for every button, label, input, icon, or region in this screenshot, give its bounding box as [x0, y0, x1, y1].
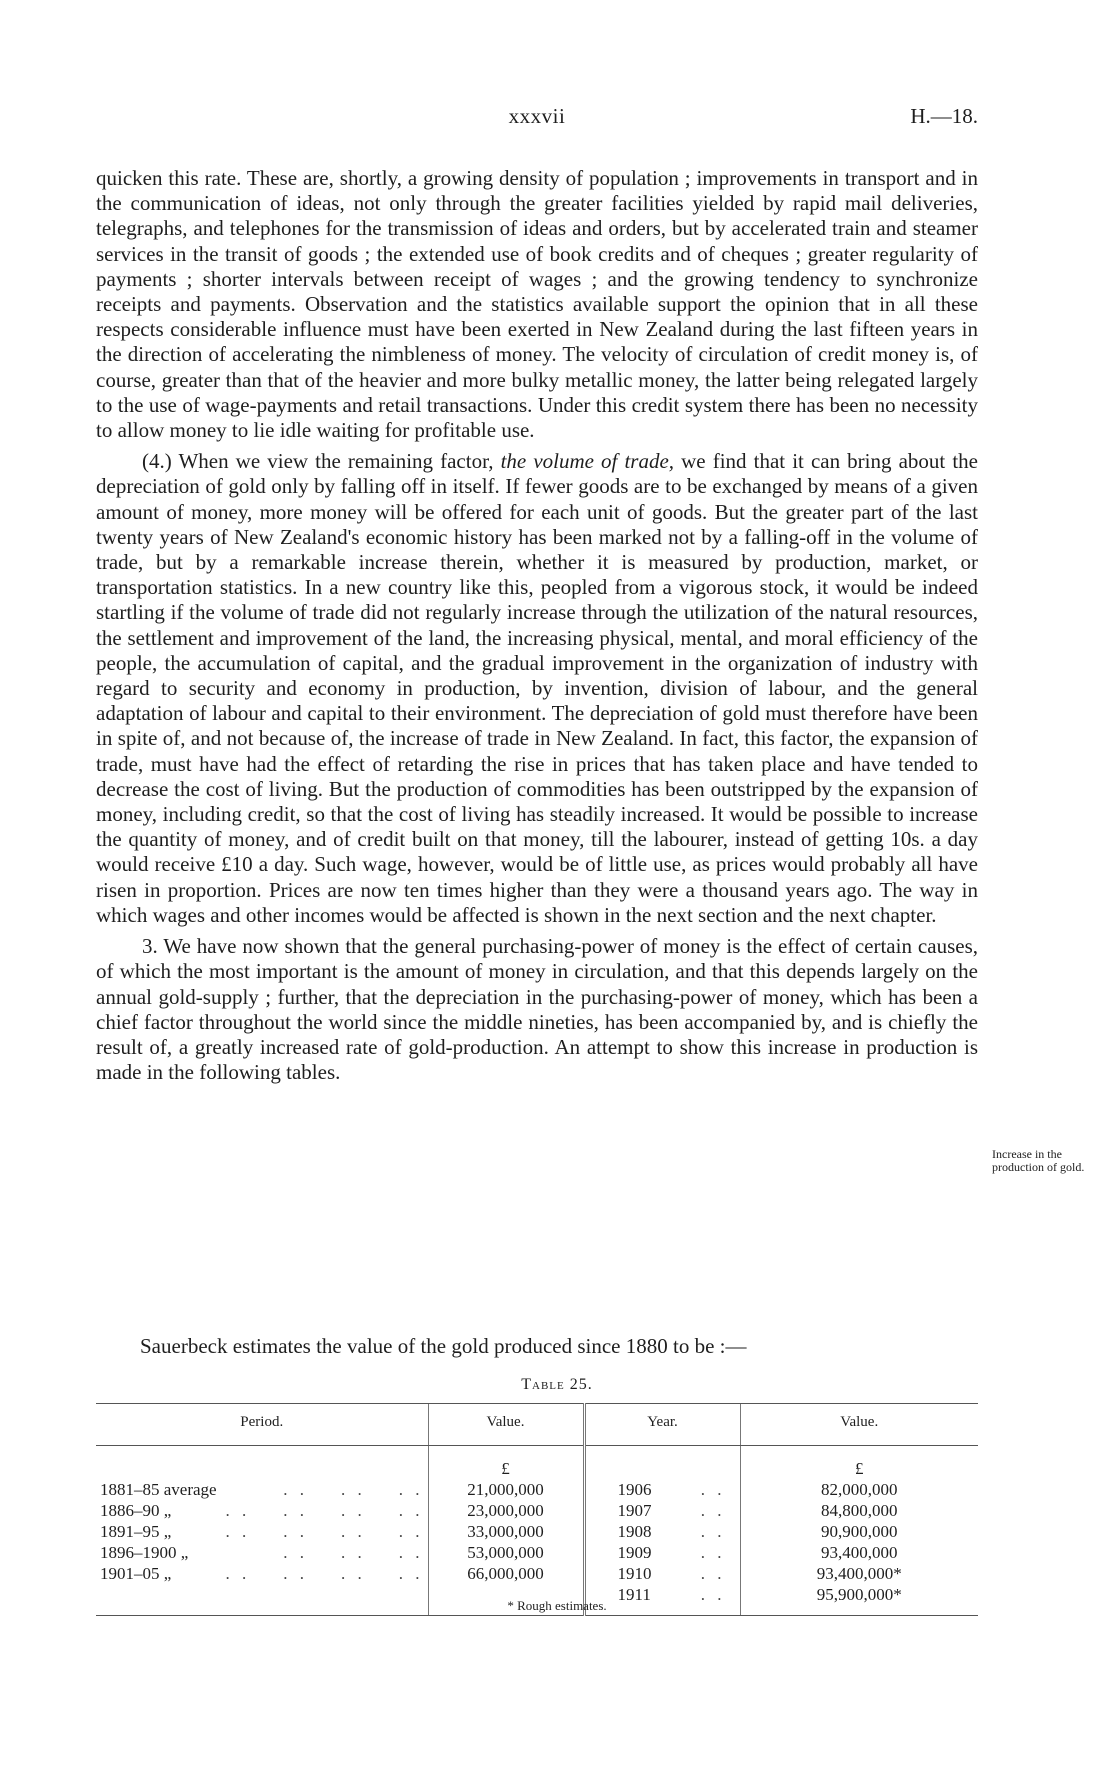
paragraph-volume-of-trade	[96, 449, 978, 928]
leader-dots-year: . .	[700, 1563, 726, 1583]
period-cell: 1891–95 „	[100, 1521, 172, 1541]
leader-dots: . . . . . . . .	[225, 1521, 424, 1541]
table-row	[96, 1563, 978, 1584]
leader-dots: . . . . . .	[283, 1479, 424, 1499]
value-cell-2: 84,800,000	[740, 1500, 978, 1521]
gold-value-table	[96, 1403, 978, 1616]
paragraph-volume-start: (4.) When we view the remaining factor,	[142, 449, 494, 474]
emphasis-volume-of-trade: the volume of trade,	[500, 449, 675, 474]
table-row	[96, 1479, 978, 1500]
header-value-2: Value.	[740, 1404, 978, 1446]
body-text	[96, 166, 978, 1085]
value-cell: 21,000,000	[428, 1479, 584, 1500]
margin-note: Increase in the production of gold.	[992, 1147, 1085, 1174]
table-row	[96, 1521, 978, 1542]
header-value: Value.	[428, 1404, 584, 1446]
period-cell: 1901–05 „	[100, 1563, 172, 1583]
leader-dots: . . . . . . . .	[225, 1563, 424, 1583]
leader-dots-year: . .	[700, 1521, 726, 1541]
period-cell: 1886–90 „	[100, 1500, 172, 1520]
value-cell: 66,000,000	[428, 1563, 584, 1584]
table-intro: Sauerbeck estimates the value of the gold produced since 1880 to be :—	[140, 1334, 747, 1358]
value-cell: 23,000,000	[428, 1500, 584, 1521]
leader-dots-year: . .	[700, 1542, 726, 1562]
leader-dots: . . . . . .	[283, 1542, 424, 1562]
page-number: xxxvii	[508, 104, 566, 128]
year-cell: 1909	[617, 1542, 652, 1562]
table-header-row	[96, 1404, 978, 1446]
leader-dots-year: . .	[700, 1479, 726, 1499]
table-row	[96, 1500, 978, 1521]
table-title: Table 25.	[521, 1376, 593, 1393]
value-cell-2: 93,400,000*	[740, 1563, 978, 1584]
year-cell: 1911	[617, 1584, 651, 1604]
page-header	[96, 104, 978, 138]
document-id: H.—18.	[910, 104, 978, 128]
table-row	[96, 1542, 978, 1563]
year-cell: 1910	[617, 1563, 652, 1583]
units-row	[96, 1446, 978, 1480]
unit-pound-2: £	[740, 1446, 978, 1480]
value-cell-2: 82,000,000	[740, 1479, 978, 1500]
header-period: Period.	[96, 1404, 428, 1446]
value-cell: 33,000,000	[428, 1521, 584, 1542]
paragraph-gold-production: 3. We have now shown that the general purchasing-power of money is the effect of certain causes, of which the most important is the amount of money in circulation, and that this depends largely on the annual gold-supply ; further, that the depreciation in the purchasing-power of money, which has been a chief factor throughout the world since the middle nineties, has been accompanied by, and is chiefly the result of, a greatly increased rate of gold-production. An attempt to show this increase in production is made in the following tables.	[96, 934, 978, 1085]
value-cell-2: 95,900,000*	[740, 1584, 978, 1616]
leader-dots: . . . . . . . .	[225, 1500, 424, 1520]
leader-dots-year: . .	[700, 1584, 726, 1604]
paragraph-velocity: quicken this rate. These are, shortly, a growing density of population ; improvements in transport and in the communication of ideas, not only through the greater facilities yielded by rapid mail deliveries, telegraphs, and telephones for the transmission of ideas and orders, but by accelerated train and steamer services in the transit of goods ; the extended use of book credits and of cheques ; greater regularity of payments ; shorter intervals between receipt of wages ; and the growing tendency to synchronize receipts and payments. Observation and the statistics available support the opinion that in all these respects considerable influence must have been exerted in New Zealand during the last fifteen years in the direction of accelerating the nimbleness of money. The velocity of circulation of credit money is, of course, greater than that of the heavier and more bulky metallic money, the latter being relegated largely to the use of wage-payments and retail transactions. Under this credit system there has been no necessity to allow money to lie idle waiting for profitable use.	[96, 166, 978, 443]
value-cell: 53,000,000	[428, 1542, 584, 1563]
period-cell: 1896–1900 „	[100, 1542, 189, 1562]
value-cell-2: 93,400,000	[740, 1542, 978, 1563]
leader-dots-year: . .	[700, 1500, 726, 1520]
year-cell: 1908	[617, 1521, 652, 1541]
paragraph-volume-rest: we find that it can bring about the depreciation of gold only by falling off in itself. If fewer goods are to be exchanged by means of a given amount of money, more money will be offered for each unit of goods. But the greater part of the last twenty years of New Zealand's economic history has been marked not by a falling-off in the volume of trade, but by a remarkable increase therein, whether it is measured by production, market, or transportation statistics. In a new country like this, peopled from a vigorous stock, it would be indeed startling if the volume of trade did not regularly increase through the utilization of the natural resources, the settlement and improvement of the land, the increasing physical, mental, and moral efficiency of the people, the accumulation of capital, and the gradual improvement in the organization of industry with regard to security and economy in production, by invention, division of labour, and the general adaptation of labour and capital to their environment. The depreciation of gold must therefore have been in spite of, and not because of, the increase of trade in New Zealand. In fact, this factor, the expansion of trade, must have had the effect of retarding the rise in prices that has taken place and have tended to decrease the cost of living. But the production of commodities has been outstripped by the expansion of money, including credit, so that the cost of living has steadily increased. It would be possible to increase the quantity of money, and of credit built on that money, till the labourer, instead of getting 10s. a day would receive £10 a day. Such wage, however, would be of little use, as prices would probably all have risen in proportion. Prices are now ten times higher than they were a thousand years ago. The way in which wages and other incomes would be affected is shown in the next section and the next chapter.	[96, 449, 978, 927]
period-cell: 1881–85 average	[100, 1479, 217, 1499]
unit-pound: £	[428, 1446, 584, 1480]
year-cell: 1906	[617, 1479, 652, 1499]
table-footnote: * Rough estimates.	[507, 1598, 607, 1613]
year-cell: 1907	[617, 1500, 652, 1520]
value-cell-2: 90,900,000	[740, 1521, 978, 1542]
header-year: Year.	[584, 1404, 740, 1446]
